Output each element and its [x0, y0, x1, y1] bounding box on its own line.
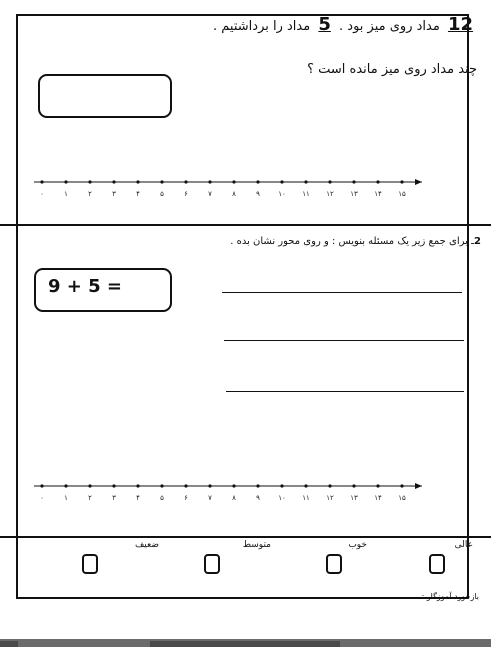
number-line-tick — [304, 484, 307, 487]
number-line-label: ۵ — [160, 190, 164, 198]
number-line-tick — [256, 180, 259, 183]
number-line-tick — [88, 180, 91, 183]
number-line-tick — [256, 484, 259, 487]
number-line-tick — [352, 484, 355, 487]
rating-good-checkbox[interactable] — [326, 554, 342, 574]
number-line-label: ۷ — [208, 190, 212, 198]
bottom-bar — [0, 639, 491, 647]
question1-question: چند مداد روی میز مانده است ؟ — [307, 62, 477, 77]
number-line-label: ۱۳ — [350, 494, 358, 502]
number-line-tick — [184, 180, 187, 183]
number-line-tick — [136, 180, 139, 183]
number-line-1 — [34, 174, 420, 198]
number-line-tick — [376, 180, 379, 183]
question2-number: 2 — [474, 236, 481, 247]
number-line-tick — [328, 484, 331, 487]
number-line-label: ۹ — [256, 190, 260, 198]
number-line-label: ۷ — [208, 494, 212, 502]
number-line-label: ۵ — [160, 494, 164, 502]
write-line-3[interactable] — [226, 391, 464, 392]
question2-instruction — [230, 236, 481, 247]
number-line-label: ۱۰ — [278, 190, 286, 198]
second-number: 5 — [318, 14, 331, 35]
number-line-tick — [352, 180, 355, 183]
write-line-2[interactable] — [224, 340, 464, 341]
number-line-tick — [160, 484, 163, 487]
number-line-tick — [112, 484, 115, 487]
number-line-label: ۱۰ — [278, 494, 286, 502]
number-line-arrow — [415, 179, 422, 185]
number-line-tick — [232, 484, 235, 487]
number-line-tick — [40, 484, 43, 487]
number-line-label: ۶ — [184, 190, 188, 198]
number-line-tick — [280, 484, 283, 487]
number-line-label: ۲ — [88, 190, 92, 198]
section-divider-1 — [0, 224, 491, 226]
rating-weak-checkbox[interactable] — [82, 554, 98, 574]
number-line-tick — [280, 180, 283, 183]
number-line-tick — [64, 484, 67, 487]
teacher-feedback-label: بازخورد آموزگار : — [421, 592, 479, 601]
number-line-tick — [400, 180, 403, 183]
rating-good-label: خوب — [348, 540, 367, 550]
number-line-tick — [304, 180, 307, 183]
number-line-label: ۱۳ — [350, 190, 358, 198]
number-line-label: ۱۱ — [302, 190, 310, 198]
number-line-tick — [232, 180, 235, 183]
number-line-label: ۴ — [136, 190, 140, 198]
addition-expression: 9 + 5 = — [48, 276, 123, 297]
number-line-tick — [88, 484, 91, 487]
question2-text: ـ برای جمع زیر یک مسئله بنویس : و روی محور نشان بده . — [230, 236, 475, 247]
rating-excellent-label: عالی — [454, 540, 473, 550]
number-line-label: ۶ — [184, 494, 188, 502]
number-line-tick — [64, 180, 67, 183]
number-line-2 — [34, 478, 420, 502]
number-line-label: ۸ — [232, 494, 236, 502]
number-line-tick — [208, 484, 211, 487]
answer-box[interactable] — [38, 74, 172, 118]
expression-box — [34, 268, 172, 312]
question1-part-b: مداد را برداشتیم . — [213, 19, 311, 34]
number-line-label: ۰ — [40, 494, 44, 502]
number-line-label: ۱ — [64, 190, 68, 198]
number-line-label: ۹ — [256, 494, 260, 502]
number-line-tick — [400, 484, 403, 487]
number-line-tick — [208, 180, 211, 183]
number-line-label: ۴ — [136, 494, 140, 502]
number-line-tick — [136, 484, 139, 487]
section-divider-2 — [0, 536, 491, 538]
rating-weak-label: ضعیف — [134, 540, 159, 550]
number-line-label: ۱۱ — [302, 494, 310, 502]
number-line-tick — [40, 180, 43, 183]
rating-excellent-checkbox[interactable] — [429, 554, 445, 574]
rating-average-checkbox[interactable] — [204, 554, 220, 574]
number-line-tick — [376, 484, 379, 487]
number-line-label: ۱۲ — [326, 494, 334, 502]
number-line-label: ۰ — [40, 190, 44, 198]
number-line-label: ۱۵ — [398, 190, 406, 198]
number-line-label: ۱ — [64, 494, 68, 502]
number-line-tick — [328, 180, 331, 183]
question1-statement — [213, 14, 477, 35]
rating-average-label: متوسط — [242, 540, 271, 550]
number-line-label: ۱۲ — [326, 190, 334, 198]
number-line-tick — [160, 180, 163, 183]
number-line-label: ۲ — [88, 494, 92, 502]
number-line-label: ۱۴ — [374, 494, 382, 502]
number-line-tick — [112, 180, 115, 183]
write-line-1[interactable] — [222, 292, 462, 293]
number-line-label: ۱۴ — [374, 190, 382, 198]
first-number: 12 — [447, 14, 473, 35]
number-line-label: ۸ — [232, 190, 236, 198]
question1-part-a: مداد روی میز بود . — [339, 19, 440, 34]
number-line-label: ۳ — [112, 494, 116, 502]
number-line-arrow — [415, 483, 422, 489]
number-line-tick — [184, 484, 187, 487]
number-line-label: ۳ — [112, 190, 116, 198]
number-line-label: ۱۵ — [398, 494, 406, 502]
